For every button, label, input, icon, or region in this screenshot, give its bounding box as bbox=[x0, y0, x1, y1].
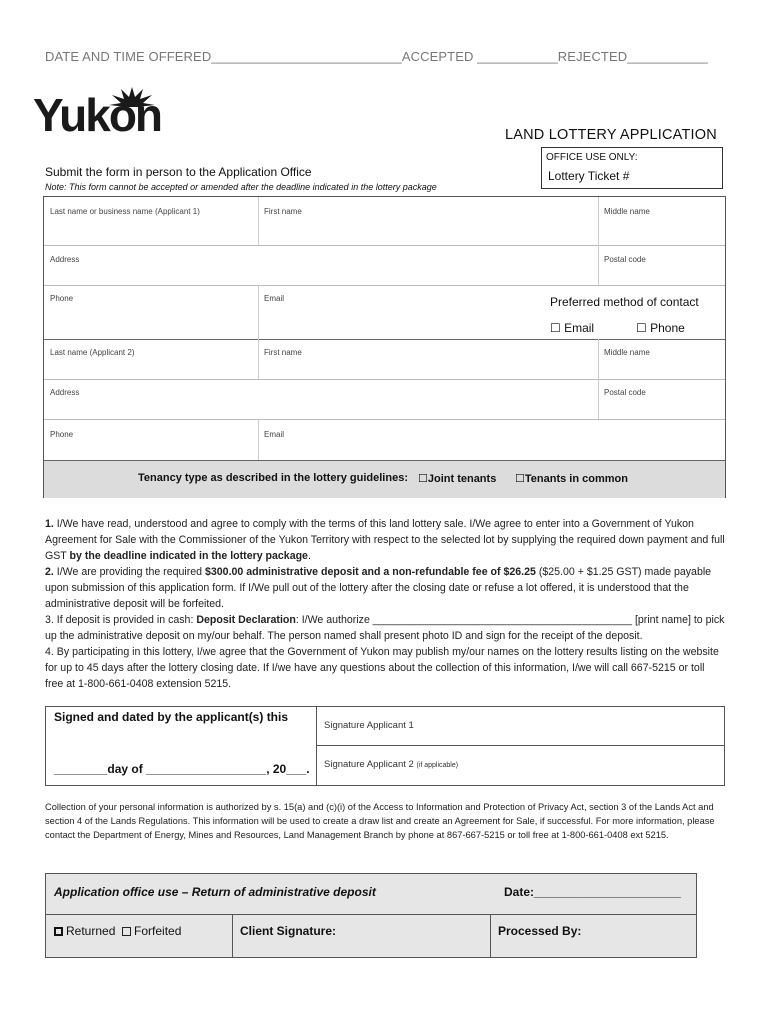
applicant1-first-name-field[interactable]: First name bbox=[264, 207, 302, 216]
contact-email-checkbox[interactable]: ☐ Email bbox=[550, 321, 595, 335]
applicant2-last-name-field[interactable]: Last name (Applicant 2) bbox=[50, 348, 135, 357]
office-use-label: OFFICE USE ONLY: bbox=[546, 152, 638, 163]
tenancy-row bbox=[44, 460, 725, 498]
if-applicable-note: (if applicable) bbox=[416, 762, 459, 769]
term-4: 4. By participating in this lottery, I/we agree that the Government of Yukon may publish my/our names on the lottery results listing on the website for up to 45 days after the lottery closing date. If I/we have any questions about the collection of this information, I/we will call 667-5215 or toll free at 1-800-661-0408 extension 5215. bbox=[45, 646, 719, 690]
applicant1-phone-field[interactable]: Phone bbox=[50, 294, 74, 303]
applicant2-middle-name-field[interactable]: Middle name bbox=[604, 348, 650, 357]
signed-dated-title: Signed and dated by the applicant(s) this bbox=[54, 710, 289, 724]
form-title: LAND LOTTERY APPLICATION bbox=[505, 127, 717, 143]
client-signature-field[interactable]: Client Signature: bbox=[240, 924, 337, 938]
term-3: 3. If deposit is provided in cash: Deposit Declaration: I/We authorize ____________________________________________ [print name] to pick up the administrative deposit on my/our behalf. The person named shall present photo ID and sign for the receipt of the deposit. bbox=[45, 614, 725, 642]
applicant2-email-field[interactable]: Email bbox=[264, 430, 285, 439]
applicant2-phone-field[interactable]: Phone bbox=[50, 430, 74, 439]
office-use-box bbox=[541, 147, 723, 189]
applicant2-postal-field[interactable]: Postal code bbox=[604, 388, 646, 397]
signature-applicant1-field[interactable]: Signature Applicant 1 bbox=[324, 720, 414, 731]
office-deposit-title: Application office use – Return of administrative deposit bbox=[54, 885, 376, 899]
contact-phone-checkbox[interactable]: ☐ Phone bbox=[636, 321, 685, 335]
yukon-logo bbox=[33, 85, 173, 145]
signature-applicant2-field[interactable]: Signature Applicant 2 (if applicable) bbox=[324, 759, 459, 770]
term-1: 1. I/We have read, understood and agree to comply with the terms of this land lottery sale. I/We agree to enter into a Government of Yukon Agreement for Sale with the Commissioner of the Yukon Territory with respect to the selected lot by supplying the required down payment and full GST by the deadline indicated in the lottery package. bbox=[45, 518, 725, 562]
signed-date-field[interactable]: ________day of __________________, 20___. bbox=[54, 762, 310, 776]
logo-wordmark: Yukon bbox=[33, 89, 162, 141]
applicant1-postal-field[interactable]: Postal code bbox=[604, 255, 646, 264]
terms-section bbox=[45, 516, 725, 692]
applicant1-last-name-field[interactable]: Last name or business name (Applicant 1) bbox=[50, 207, 200, 216]
deadline-note: Note: This form cannot be accepted or amended after the deadline indicated in the lottery package bbox=[45, 182, 437, 192]
returned-checkbox[interactable]: Returned bbox=[54, 924, 115, 938]
applicant1-middle-name-field[interactable]: Middle name bbox=[604, 207, 650, 216]
applicant-form-grid bbox=[43, 196, 726, 498]
joint-tenants-checkbox[interactable]: ☐Joint tenants bbox=[418, 473, 497, 485]
forfeited-checkbox[interactable]: Forfeited bbox=[122, 924, 181, 938]
contact-method-title: Preferred method of contact bbox=[550, 295, 699, 309]
privacy-notice: Collection of your personal information is authorized by s. 15(a) and (c)(i) of the Access to Information and Protection of Privacy Act, section 3 of the Lands Act and section 4 of the Lands Regulations. This information will be used to create a draw list and create an Agreement for Sale, if successful. For more information, please contact the Department of Energy, Mines and Resources, Land Management Branch by phone at 867-667-5215 or toll free at 1-800-661-0408 ext 5215. bbox=[45, 802, 715, 840]
office-deposit-table bbox=[45, 873, 697, 958]
deposit-status-options bbox=[54, 924, 181, 938]
offer-status-line: DATE AND TIME OFFERED__________________________ACCEPTED ___________REJECTED___________ bbox=[45, 49, 708, 64]
processed-by-field[interactable]: Processed By: bbox=[498, 924, 582, 938]
term-2: 2. I/We are providing the required $300.00 administrative deposit and a non-refundable fee of $26.25 ($25.00 + $1.25 GST) made payable upon submission of this application form. If I/We pull out of the lottery after the closing date or refuse a lot offered, it is understood that the administrative deposit will be forfeited. bbox=[45, 566, 712, 610]
lottery-ticket-field[interactable]: Lottery Ticket # bbox=[548, 169, 630, 183]
applicant1-email-field[interactable]: Email bbox=[264, 294, 285, 303]
office-date-field[interactable]: Date:______________________ bbox=[504, 885, 681, 899]
submit-instruction: Submit the form in person to the Application Office bbox=[45, 165, 312, 179]
tenancy-label: Tenancy type as described in the lottery guidelines: bbox=[138, 472, 408, 484]
applicant2-first-name-field[interactable]: First name bbox=[264, 348, 302, 357]
signature-table bbox=[45, 706, 725, 786]
applicant2-address-field[interactable]: Address bbox=[50, 388, 80, 397]
tenants-in-common-checkbox[interactable]: ☐Tenants in common bbox=[515, 473, 628, 485]
applicant1-address-field[interactable]: Address bbox=[50, 255, 80, 264]
